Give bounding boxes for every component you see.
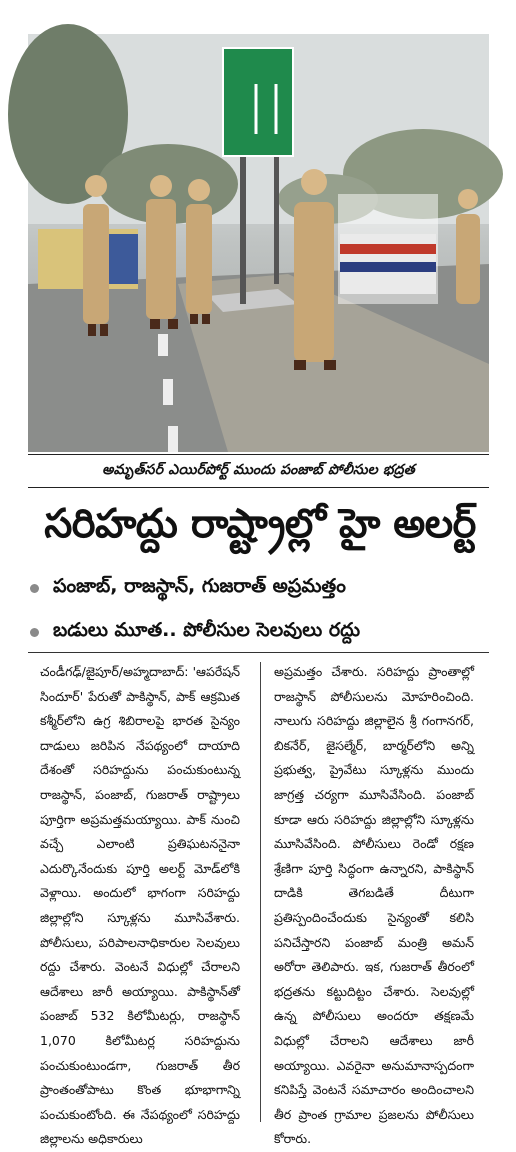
subheadline-list [30, 566, 500, 654]
police-checkpoint-illustration [28, 34, 489, 452]
subheadline-text: పంజాబ్, రాజస్థాన్, గుజరాత్ అప్రమత్తం [53, 574, 346, 597]
column-divider [260, 662, 261, 1122]
bullet-icon [30, 584, 39, 593]
article-paragraph: చండీగఢ్/జైపూర్/అహ్మదాబాద్: 'ఆపరేషన్ సిందూర్' పేరుతో పాకిస్థాన్, పాక్ ఆక్రమిత కశ్మీర్‌లోని ఉగ్ర శిబిరాలపై భారత సైన్యం దాడులు జరిపిన నేపథ్యంలో దాయాది దేశంతో సరిహద్దును పంచుకుంటున్న రాజస్థాన్, పంజాబ్, గుజరాత్ రాష్ట్రాలు పూర్తిగా అప్రమత్తమయ్యాయి. పాక్ నుంచి వచ్చే ఎలాంటి ప్రతిఘటననైనా ఎదుర్కొనేందుకు పూర్తి అలర్ట్ మోడ్‌లోకి వెళ్లాయి. అందులో భాగంగా సరిహద్దు జిల్లాల్లోని స్కూళ్లను మూసివేశారు. పోలీసులు, పరిపాలనాధికారుల సెలవులు రద్దు చేశారు. వెంటనే విధుల్లో చేరాలని ఆదేశాలు జారీ అయ్యాయి. పాకిస్థాన్‌తో పంజాబ్ 532 కిలోమీటర్లు, రాజస్థాన్ 1,070 కిలోమీటర్ల సరిహద్దును పంచుకుంటుండగా, గుజరాత్ తీర ప్రాంతంతోపాటు కొంత భూభాగాన్ని పంచుకుంటోంది. ఈ నేపథ్యంలో సరిహద్దు జిల్లాలను అధికారులు [40, 664, 240, 1147]
subheadline-item [30, 566, 500, 610]
subheadline-item [30, 610, 500, 654]
headline: సరిహద్దు రాష్ట్రాల్లో హై అలర్ట్ [44, 501, 476, 547]
divider [28, 652, 489, 653]
subheadline-text: బడులు మూత.. పోలీసుల సెలవులు రద్దు [53, 618, 361, 641]
article-paragraph: అప్రమత్తం చేశారు. సరిహద్దు ప్రాంతాల్లో రాజస్థాన్ పోలీసులను మోహరించింది. నాలుగు సరిహద్దు జిల్లాలైన శ్రీ గంగానగర్, బికనేర్, జైసల్మేర్, బార్మర్‌లోని అన్ని ప్రభుత్వ, ప్రైవేటు స్కూళ్లను ముందు జాగ్రత్త చర్యగా మూసివేసింది. పంజాబ్ కూడా ఆరు సరిహద్దు జిల్లాల్లోని స్కూళ్లను మూసివేసింది. పోలీసులు రెండో రక్షణ శ్రేణిగా పూర్తి సిద్ధంగా ఉన్నారని, పాకిస్థాన్ దాడికి తెగబడితే దీటుగా ప్రతిస్పందించేందుకు సైన్యంతో కలిసి పనిచేస్తారని పంజాబ్ మంత్రి అమన్ అరోరా తెలిపారు. ఇక, గుజరాత్ తీరంలో భద్రతను కట్టుదిట్టం చేశారు. సెలవుల్లో ఉన్న పోలీసులు అందరూ తక్షణమే విధుల్లో చేరాలని ఆదేశాలు జారీ అయ్యాయి. ఎవరైనా అనుమానాస్పదంగా కనిపిస్తే వెంటనే సమాచారం అందించాలని తీర ప్రాంత గ్రామాల ప్రజలను పోలీసులు కోరారు. [274, 664, 474, 1147]
article-column-right [274, 660, 474, 1152]
article-column-left [40, 660, 240, 1152]
bullet-icon [30, 628, 39, 637]
news-photo [28, 34, 489, 452]
photo-caption: అమృత్‌సర్ ఎయిర్‌పోర్ట్ ముందు పంజాబ్ పోలీసుల భద్రత [28, 454, 489, 488]
